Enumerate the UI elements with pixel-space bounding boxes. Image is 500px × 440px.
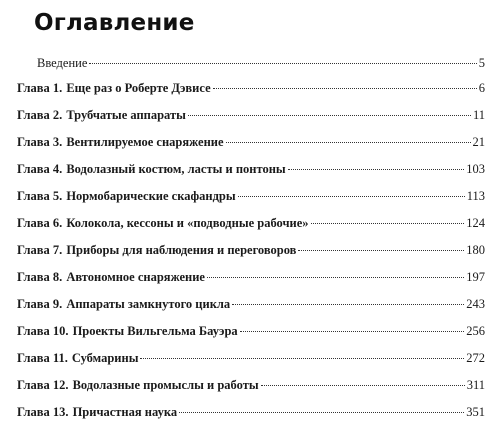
toc-entry-page: 103 [466,162,485,176]
toc-entry-page: 21 [472,135,485,149]
page-title: Оглавление [34,10,195,36]
chapter-number: Глава 5. [17,189,63,203]
chapter-title: Проекты Вильгельма Бауэра [72,324,238,338]
dot-leader [238,196,465,197]
chapter-title: Аппараты замкнутого цикла [66,297,231,311]
toc-entry-chapter[interactable] [17,216,485,234]
toc-entry-page: 243 [466,297,485,311]
chapter-number: Глава 12. [17,378,69,392]
toc-entry-page: 351 [466,405,485,419]
toc-entry-chapter[interactable] [17,135,485,153]
dot-leader [207,277,464,278]
dot-leader [232,304,464,305]
chapter-number: Глава 9. [17,297,63,311]
chapter-number: Глава 2. [17,108,63,122]
toc-entry-page: 11 [472,108,485,122]
chapter-number: Глава 6. [17,216,63,230]
toc-entry-page: 256 [466,324,485,338]
chapter-title: Вентилируемое снаряжение [66,135,224,149]
toc-entry-page: 113 [466,189,485,203]
toc-entry-chapter[interactable] [17,189,485,207]
toc-entry-chapter[interactable] [17,162,485,180]
toc-entry-chapter[interactable] [17,81,485,99]
dot-leader [226,142,471,143]
toc-entry-page: 272 [466,351,485,365]
toc-entry-page: 311 [466,378,485,392]
dot-leader [188,115,471,116]
toc-entry-page: 197 [466,270,485,284]
toc-entry-page: 180 [466,243,485,257]
toc-entry-chapter[interactable] [17,378,485,396]
chapter-number: Глава 10. [17,324,69,338]
chapter-title: Еще раз о Роберте Дэвисе [66,81,211,95]
chapter-number: Глава 4. [17,162,63,176]
dot-leader [298,250,464,251]
toc-entry-intro[interactable] [37,56,485,74]
toc-entry-chapter[interactable] [17,270,485,288]
chapter-number: Глава 7. [17,243,63,257]
chapter-number: Глава 11. [17,351,68,365]
toc-entry-chapter[interactable] [17,324,485,342]
toc-entry-chapter[interactable] [17,351,485,369]
toc-entry-chapter[interactable] [17,405,485,423]
chapter-title: Причастная наука [72,405,178,419]
toc-entry-page: 5 [478,56,485,70]
chapter-title: Нормобарические скафандры [66,189,236,203]
dot-leader [89,63,476,64]
toc-entry-page: 6 [478,81,485,95]
toc-entry-chapter[interactable] [17,297,485,315]
chapter-title: Водолазные промыслы и работы [72,378,259,392]
toc-entry-page: 124 [466,216,485,230]
dot-leader [140,358,464,359]
chapter-title: Трубчатые аппараты [66,108,186,122]
chapter-title: Автономное снаряжение [66,270,205,284]
dot-leader [288,169,465,170]
dot-leader [179,412,464,413]
chapter-title: Колокола, кессоны и «подводные рабочие» [66,216,309,230]
chapter-title: Субмарины [71,351,139,365]
dot-leader [261,385,465,386]
dot-leader [213,88,477,89]
chapter-number: Глава 1. [17,81,63,95]
toc-entry-chapter[interactable] [17,108,485,126]
chapter-number: Глава 8. [17,270,63,284]
toc-entry-title: Введение [37,56,88,70]
chapter-title: Водолазный костюм, ласты и понтоны [66,162,286,176]
toc-entry-chapter[interactable] [17,243,485,261]
dot-leader [240,331,465,332]
dot-leader [311,223,465,224]
chapter-number: Глава 13. [17,405,69,419]
chapter-title: Приборы для наблюдения и переговоров [66,243,297,257]
chapter-number: Глава 3. [17,135,63,149]
